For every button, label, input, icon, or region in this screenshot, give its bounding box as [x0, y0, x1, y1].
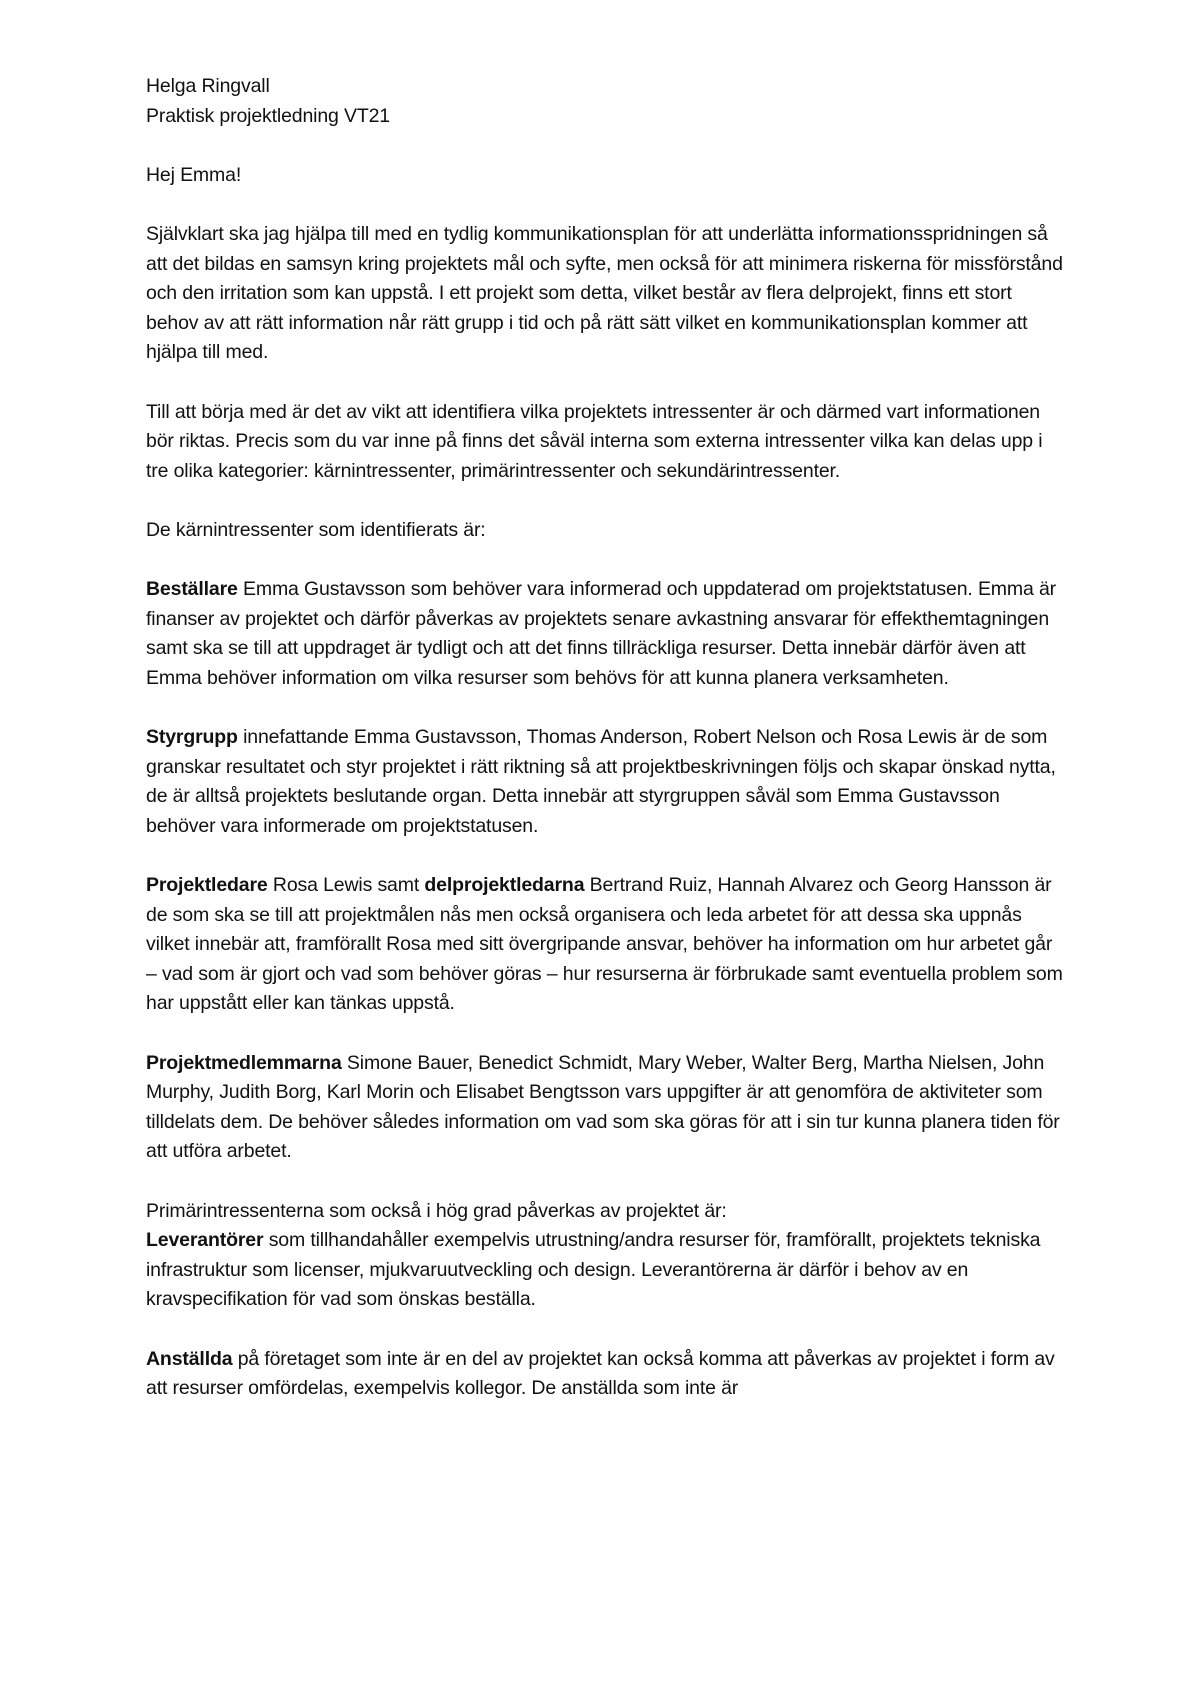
- intro-paragraph: Självklart ska jag hjälpa till med en tydlig kommunikationsplan för att underlätta informationsspridningen så att det bildas en samsyn kring projektets mål och syfte, men också för att minimera riskerna för missförstånd och den irritation som kan uppstå. I ett projekt som detta, vilket består av flera delprojekt, finns ett stort behov av att rätt information når rätt grupp i tid och på rätt sätt vilket en kommunikationsplan kommer att hjälpa till med.: [146, 222, 1063, 364]
- bestallare-text: Emma Gustavsson som behöver vara informerad och uppdaterad om projektstatusen. Emma är finanser av projektet och därför påverkas av projektets senare avkastning ansvarar för effekthemtagningen samt ska se till att uppdraget är tydligt och att det finns tillräckliga resurser. Detta innebär därför även att Emma behöver information om vilka resurser som behövs för att kunna planera verksamheten.: [146, 578, 1056, 689]
- medlemmar-paragraph: [146, 1049, 1066, 1167]
- anstallda-text: på företaget som inte är en del av projektet kan också komma att påverkas av projektet i form av att resurser omfördelas, exempelvis kollegor. De anställda som inte är: [146, 1347, 1055, 1400]
- document-page: [146, 72, 1066, 1404]
- projektledare-text: Bertrand Ruiz, Hannah Alvarez och Georg Hansson är de som ska se till att projektmålen nås men också organisera och leda arbetet för att dessa ska uppnås vilket innebär att, framförallt Rosa med sitt övergripande ansvar, behöver ha information om hur arbetet går – vad som är gjort och vad som behöver göras – hur resurserna är förbrukade samt eventuella problem som har uppstått eller kan tänkas uppstå.: [146, 874, 1063, 1015]
- medlemmar-text: Simone Bauer, Benedict Schmidt, Mary Weber, Walter Berg, Martha Nielsen, John Murphy, Judith Borg, Karl Morin och Elisabet Bengtsson vars uppgifter är att genomföra de aktiviteter som tilldelats dem. De behöver således information om vad som ska göras för att i sin tur kunna planera tiden för att utföra arbetet.: [146, 1051, 1060, 1163]
- projektledare-paragraph: [146, 871, 1066, 1019]
- greeting: Hej Emma!: [146, 163, 242, 186]
- stakeholders-intro-paragraph: Till att börja med är det av vikt att identifiera vilka projektets intressenter är och därmed vart informationen bör riktas. Precis som du var inne på finns det såväl interna som externa intressenter vilka kan delas upp i tre olika kategorier: kärnintressenter, primärintressenter och sekundärintressenter.: [146, 400, 1043, 482]
- projektledare-term: Projektledare: [146, 874, 268, 897]
- core-stakeholders-heading: De kärnintressenter som identifierats är:: [146, 518, 486, 541]
- author-name: Helga Ringvall: [146, 75, 270, 97]
- delprojektledarna-term: delprojektledarna: [424, 874, 585, 897]
- leverantorer-paragraph: [146, 1226, 1066, 1315]
- course-title: Praktisk projektledning VT21: [146, 104, 391, 127]
- anstallda-paragraph: [146, 1345, 1066, 1404]
- anstallda-term: Anställda: [146, 1347, 233, 1370]
- medlemmar-term: Projektmedlemmarna: [146, 1051, 342, 1074]
- styrgrupp-term: Styrgrupp: [146, 726, 238, 749]
- bestallare-paragraph: [146, 575, 1066, 693]
- leverantorer-text: som tillhandahåller exempelvis utrustning/andra resurser för, framförallt, projektets tekniska infrastruktur som licenser, mjukvaruutveckling och design. Leverantörerna är därför i behov av en kravspecifikation för vad som önskas beställa.: [146, 1229, 1041, 1311]
- leverantorer-term: Leverantörer: [146, 1229, 264, 1252]
- projektledare-mid: Rosa Lewis samt: [267, 874, 425, 897]
- styrgrupp-text: innefattande Emma Gustavsson, Thomas Anderson, Robert Nelson och Rosa Lewis är de som granskar resultatet och styr projektet i rätt riktning så att projektbeskrivningen följs och skapar önskad nytta, de är alltså projektets beslutande organ. Detta innebär att styrgruppen såväl som Emma Gustavsson behöver vara informerade om projektstatusen.: [146, 726, 1056, 837]
- bestallare-term: Beställare: [146, 578, 238, 601]
- primary-stakeholders-heading: Primärintressenterna som också i hög grad påverkas av projektet är:: [146, 1199, 727, 1222]
- styrgrupp-paragraph: [146, 723, 1066, 841]
